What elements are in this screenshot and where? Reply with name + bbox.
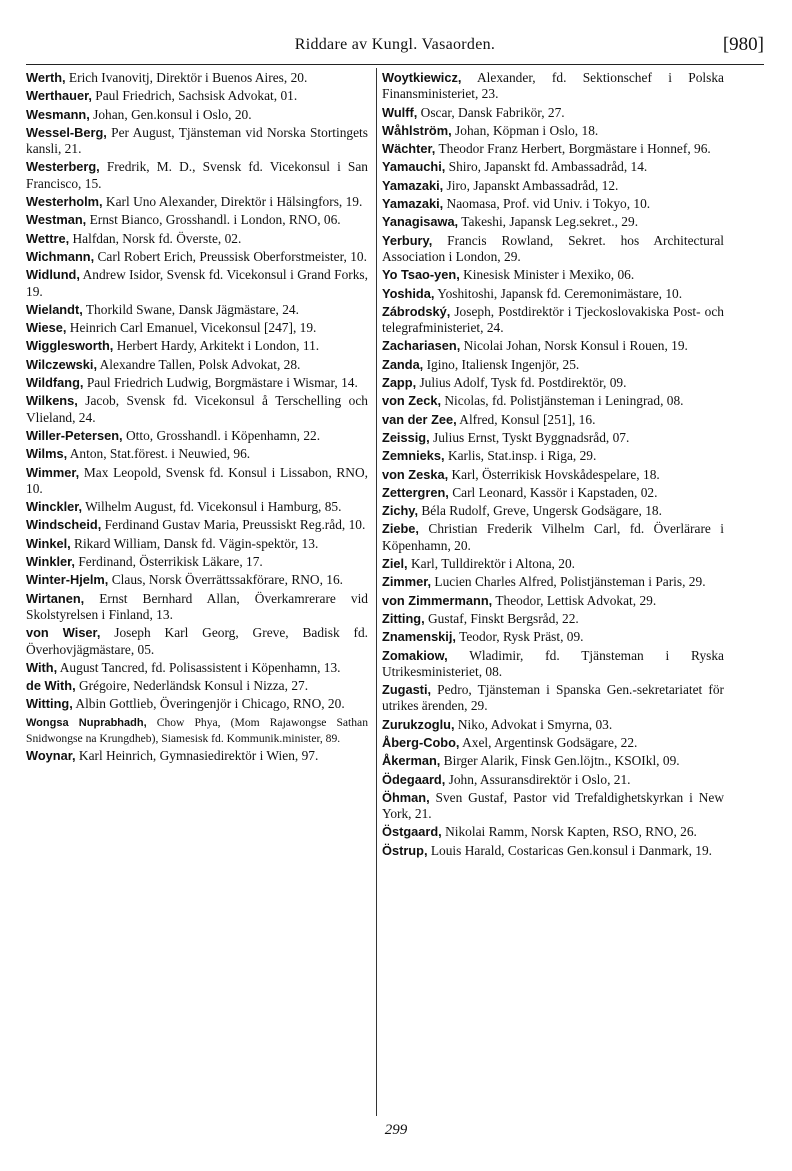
entry-details: Takeshi, Japansk Leg.sekret., 29. (458, 214, 639, 230)
entry-name: Ziebe, (382, 521, 419, 537)
entry-details: Louis Harald, Costaricas Gen.konsul i Danmark, 19. (427, 842, 713, 858)
directory-entry (382, 196, 724, 212)
entry-name: Wildfang, (26, 375, 84, 391)
directory-entry (26, 320, 368, 336)
directory-entry (382, 338, 724, 354)
directory-entry (26, 231, 368, 247)
entry-details: Albin Gottlieb, Överingenjör i Chicago, RNO, 20. (72, 696, 345, 712)
entry-details: Igino, Italiensk Ingenjör, 25. (423, 356, 580, 372)
entry-name: von Zeck, (382, 393, 442, 409)
entry-name: Ödegaard, (382, 771, 446, 787)
entry-details: Oscar, Dansk Fabrikör, 27. (417, 104, 565, 120)
entry-name: Öhman, (382, 789, 430, 805)
entry-name: Zeissig, (382, 429, 430, 445)
entry-name: Wigglesworth, (26, 338, 114, 354)
directory-entry (382, 611, 724, 627)
directory-entry (382, 717, 724, 733)
entry-details: Heinrich Carl Emanuel, Vicekonsul [247], 19. (66, 320, 317, 336)
directory-entry (382, 178, 724, 194)
entry-name: Werthauer, (26, 88, 92, 104)
directory-entry (26, 465, 368, 498)
entry-details: Herbert Hardy, Arkitekt i London, 11. (113, 338, 320, 354)
directory-entry (26, 715, 368, 746)
entry-name: Wilczewski, (26, 356, 98, 372)
entry-details: Teodor, Rysk Präst, 09. (455, 629, 584, 645)
running-title: Riddare av Kungl. Vasaorden. (294, 36, 496, 53)
entry-details: Wilhelm August, fd. Vicekonsul i Hamburg, 85. (82, 499, 342, 515)
entry-details: Karl Uno Alexander, Direktör i Hälsingfors, 19. (102, 194, 363, 210)
entry-name: Woynar, (26, 747, 76, 763)
entry-details: Jacob, Svensk fd. Vicekonsul å Terschelling och Vlieland, 24. (26, 393, 368, 425)
directory-entry (26, 428, 368, 444)
directory-entry (382, 503, 724, 519)
directory-entry (26, 249, 368, 265)
entry-name: Werth, (26, 70, 66, 85)
entry-details: Shiro, Japanskt fd. Ambassadråd, 14. (445, 159, 648, 175)
entry-details: Theodor Franz Herbert, Borgmästare i Honnef, 96. (435, 141, 711, 157)
entry-details: Claus, Norsk Överrättssakförare, RNO, 16. (108, 572, 344, 588)
entry-name: Östrup, (382, 842, 428, 858)
directory-entry (382, 304, 724, 337)
entry-details: Andrew Isidor, Svensk fd. Vicekonsul i Grand Forks, 19. (26, 267, 368, 299)
entry-details: Halfdan, Norsk fd. Överste, 02. (69, 230, 242, 246)
entry-details: Karl Heinrich, Gymnasiedirektör i Wien, 97. (75, 747, 319, 763)
entry-details: Karl, Österrikisk Hovskådespelare, 18. (448, 466, 660, 482)
entry-name: Zemnieks, (382, 448, 445, 464)
entry-name: Wessel-Berg, (26, 124, 107, 140)
entry-name: Winter-Hjelm, (26, 572, 109, 588)
entry-name: Yo Tsao-yen, (382, 267, 460, 283)
entry-details: Yoshitoshi, Japansk fd. Ceremonimästare, 10. (434, 285, 683, 301)
entry-name: Windscheid, (26, 517, 102, 533)
entry-name: Åkerman, (382, 753, 441, 769)
directory-entry (382, 682, 724, 715)
entry-details: Niko, Advokat i Smyrna, 03. (454, 716, 613, 732)
directory-entry (26, 748, 368, 764)
entry-name: Yoshida, (382, 285, 435, 301)
directory-entry (26, 678, 368, 694)
directory-entry (26, 107, 368, 123)
entry-details: Paul Friedrich, Sachsisk Advokat, 01. (91, 88, 298, 104)
entry-name: Zomakiow, (382, 647, 448, 663)
entry-name: Åberg-Cobo, (382, 734, 460, 750)
entry-details: Per August, Tjänsteman vid Norska Stortingets kansli, 21. (26, 124, 368, 157)
directory-entry (382, 574, 724, 590)
entry-name: Wächter, (382, 141, 436, 157)
entry-details: Ferdinand Gustav Maria, Preussiskt Reg.råd, 10. (101, 517, 366, 533)
directory-entry (26, 591, 368, 624)
entry-name: Zurukzoglu, (382, 716, 455, 732)
entry-name: Wåhlström, (382, 122, 452, 138)
entry-name: Zettergren, (382, 484, 449, 500)
directory-entry (26, 212, 368, 228)
entry-name: Wesmann, (26, 106, 90, 122)
entry-name: Zábrodský, (382, 303, 451, 319)
entry-details: Carl Leonard, Kassör i Kapstaden, 02. (448, 484, 658, 500)
entry-name: Winkler, (26, 554, 75, 570)
entry-details: Pedro, Tjänsteman i Spanska Gen.-sekretariatet för utrikes ärenden, 29. (382, 682, 724, 714)
entry-name: Westman, (26, 212, 87, 228)
entry-details: Thorkild Swane, Dansk Jägmästare, 24. (82, 301, 299, 317)
entry-details: Julius Ernst, Tyskt Byggnadsråd, 07. (429, 429, 630, 445)
entry-name: Winckler, (26, 499, 83, 515)
entry-name: Wimmer, (26, 464, 80, 480)
directory-entry (382, 824, 724, 840)
entry-details: Rikard William, Dansk fd. Vägin-spektör, 13. (70, 535, 319, 551)
directory-entry (26, 375, 368, 391)
entry-name: Westerberg, (26, 159, 100, 175)
entry-name: Wettre, (26, 230, 70, 246)
entry-details: Jiro, Japanskt Ambassadråd, 12. (443, 177, 619, 193)
entry-name: Zimmer, (382, 574, 432, 590)
entry-details: Theodor, Lettisk Advokat, 29. (492, 592, 657, 608)
header-rule (26, 64, 764, 65)
entry-details: Ferdinand, Österrikisk Läkare, 17. (74, 554, 263, 570)
directory-entry (26, 70, 368, 86)
left-column (26, 70, 368, 766)
page-folio: 299 (384, 1122, 408, 1138)
directory-entry (382, 375, 724, 391)
entry-details: Francis Rowland, Sekret. hos Architectural Association i London, 29. (382, 232, 724, 264)
entry-name: Zitting, (382, 610, 425, 626)
entry-details: Julius Adolf, Tysk fd. Postdirektör, 09. (416, 375, 627, 391)
entry-details: Fredrik, M. D., Svensk fd. Vicekonsul i San Francisco, 15. (26, 159, 368, 191)
column-divider (376, 68, 377, 1116)
directory-entry (26, 267, 368, 300)
directory-entry (26, 536, 368, 552)
entry-details: Béla Rudolf, Greve, Ungersk Godsägare, 18. (418, 503, 662, 519)
entry-name: Yanagisawa, (382, 214, 459, 230)
entry-details: Anton, Stat.förest. i Neuwied, 96. (67, 446, 251, 462)
directory-entry (382, 70, 724, 103)
directory-entry (26, 572, 368, 588)
entry-name: von Zimmermann, (382, 592, 493, 608)
page-header (26, 34, 764, 62)
entry-details: Carl Robert Erich, Preussisk Oberforstmeister, 10. (94, 248, 367, 264)
entry-details: Alexandre Tallen, Polsk Advokat, 28. (97, 356, 301, 372)
right-column (382, 70, 724, 861)
directory-entry (382, 357, 724, 373)
entry-details: Karlis, Stat.insp. i Riga, 29. (444, 448, 597, 464)
entry-name: Willer-Petersen, (26, 427, 123, 443)
entry-details: Karl, Tulldirektör i Altona, 20. (407, 556, 575, 572)
entry-details: Nicolai Johan, Norsk Konsul i Rouen, 19. (460, 338, 688, 354)
bracketed-page-number: [980] (722, 34, 764, 55)
entry-details: Otto, Grosshandl. i Köpenhamn, 22. (122, 427, 321, 443)
directory-entry (382, 430, 724, 446)
entry-details: Joseph, Postdirektör i Tjeckoslovakiska Post- och telegrafministeriet, 24. (382, 303, 724, 336)
entry-name: Zugasti, (382, 682, 432, 698)
entry-name: de With, (26, 678, 76, 694)
directory-entry (26, 88, 368, 104)
entry-details: Lucien Charles Alfred, Polistjänsteman i Paris, 29. (431, 574, 706, 590)
entry-details: Sven Gustaf, Pastor vid Trefaldighetskyrkan i New York, 21. (382, 789, 724, 822)
entry-details: Johan, Gen.konsul i Oslo, 20. (89, 106, 252, 122)
entry-name: Wirtanen, (26, 590, 85, 606)
entry-name: Ziel, (382, 556, 408, 572)
entry-name: Wilms, (26, 446, 68, 462)
directory-entry (26, 660, 368, 676)
entry-name: Yamauchi, (382, 159, 446, 175)
directory-entry (26, 338, 368, 354)
directory-entry (382, 790, 724, 823)
entry-name: Wilkens, (26, 393, 78, 409)
entry-details: Max Leopold, Svensk fd. Konsul i Lissabon, RNO, 10. (26, 464, 368, 496)
entry-name: Wichmann, (26, 248, 95, 264)
entry-name: Witting, (26, 696, 73, 712)
entry-name: Winkel, (26, 535, 71, 551)
entry-details: Axel, Argentinsk Godsägare, 22. (459, 734, 638, 750)
entry-details: Nicolas, fd. Polistjänsteman i Leningrad, 08. (441, 393, 684, 409)
entry-name: Yamazaki, (382, 177, 444, 193)
directory-entry (26, 499, 368, 515)
entry-details: Ernst Bernhard Allan, Överkamrerare vid Skolstyrelsen i Finland, 13. (26, 590, 368, 622)
entry-name: With, (26, 659, 58, 675)
entry-details: Naomasa, Prof. vid Univ. i Tokyo, 10. (443, 196, 651, 212)
directory-entry (382, 843, 724, 859)
entry-name: Woytkiewicz, (382, 70, 462, 85)
directory-entry (382, 485, 724, 501)
entry-details: Grégoire, Nederländsk Konsul i Nizza, 27. (75, 678, 309, 694)
directory-entry (26, 393, 368, 426)
directory-entry (26, 696, 368, 712)
entry-name: Zachariasen, (382, 338, 461, 354)
directory-entry (382, 123, 724, 139)
directory-entry (26, 357, 368, 373)
directory-entry (382, 629, 724, 645)
directory-entry (26, 625, 368, 658)
entry-name: Westerholm, (26, 194, 103, 210)
directory-entry (382, 233, 724, 266)
directory-entry (382, 393, 724, 409)
entry-details: John, Assuransdirektör i Oslo, 21. (445, 771, 631, 787)
directory-entry (382, 141, 724, 157)
entry-name: Wulff, (382, 104, 418, 120)
directory-entry (26, 125, 368, 158)
entry-name: Wielandt, (26, 301, 83, 317)
entry-name: von Wiser, (26, 625, 101, 641)
entry-details: Joseph Karl Georg, Greve, Badisk fd. Överhovjägmästare, 05. (26, 625, 368, 657)
entry-name: Yerbury, (382, 232, 433, 248)
entry-name: von Zeska, (382, 466, 449, 482)
entry-name: Yamazaki, (382, 196, 444, 212)
directory-entry (26, 446, 368, 462)
entry-details: Chow Phya, (Mom Rajawongse Sathan Snidwongse na Krungdheb), Siamesisk fd. Kommunik.minister, 89. (26, 715, 368, 745)
directory-entry (382, 648, 724, 681)
entry-details: Alexander, fd. Sektionschef i Polska Finansministeriet, 23. (382, 70, 724, 102)
directory-entry (382, 467, 724, 483)
entry-name: Zanda, (382, 356, 424, 372)
entry-details: Erich Ivanovitj, Direktör i Buenos Aires, 20. (65, 70, 308, 85)
directory-entry (382, 159, 724, 175)
directory-entry (382, 105, 724, 121)
entry-details: Paul Friedrich Ludwig, Borgmästare i Wismar, 14. (83, 375, 358, 391)
directory-entry (382, 556, 724, 572)
directory-entry (382, 214, 724, 230)
directory-entry (26, 194, 368, 210)
entry-name: Widlund, (26, 267, 80, 283)
entry-details: Johan, Köpman i Oslo, 18. (451, 122, 599, 138)
entry-name: van der Zee, (382, 411, 457, 427)
entry-name: Wiese, (26, 320, 67, 336)
entry-details: Ernst Bianco, Grosshandl. i London, RNO, 06. (86, 212, 341, 228)
directory-entry (26, 517, 368, 533)
entry-details: Gustaf, Finskt Bergsråd, 22. (424, 610, 579, 626)
directory-entry (382, 412, 724, 428)
directory-entry (382, 286, 724, 302)
entry-details: Alfred, Konsul [251], 16. (456, 411, 596, 427)
entry-details: Birger Alarik, Finsk Gen.löjtn., KSOIkl, 09. (440, 753, 680, 769)
directory-entry (382, 772, 724, 788)
directory-entry (382, 753, 724, 769)
directory-entry (382, 267, 724, 283)
entry-details: Kinesisk Minister i Mexiko, 06. (459, 267, 635, 283)
entry-details: August Tancred, fd. Polisassistent i Köpenhamn, 13. (57, 659, 341, 675)
directory-entry (26, 302, 368, 318)
entry-details: Wladimir, fd. Tjänsteman i Ryska Utrikesministeriet, 08. (382, 647, 724, 679)
directory-entry (382, 735, 724, 751)
directory-entry (382, 593, 724, 609)
entry-name: Zapp, (382, 375, 417, 391)
entry-details: Christian Frederik Vilhelm Carl, fd. Överlärare i Köpenhamn, 20. (382, 521, 724, 553)
directory-entry (382, 448, 724, 464)
entry-name: Zichy, (382, 503, 419, 519)
entry-name: Östgaard, (382, 824, 442, 840)
directory-entry (26, 554, 368, 570)
directory-entry (382, 521, 724, 554)
entry-details: Nikolai Ramm, Norsk Kapten, RSO, RNO, 26. (441, 824, 697, 840)
directory-entry (26, 159, 368, 192)
entry-name: Wongsa Nuprabhadh, (26, 716, 147, 729)
entry-name: Znamenskij, (382, 629, 456, 645)
